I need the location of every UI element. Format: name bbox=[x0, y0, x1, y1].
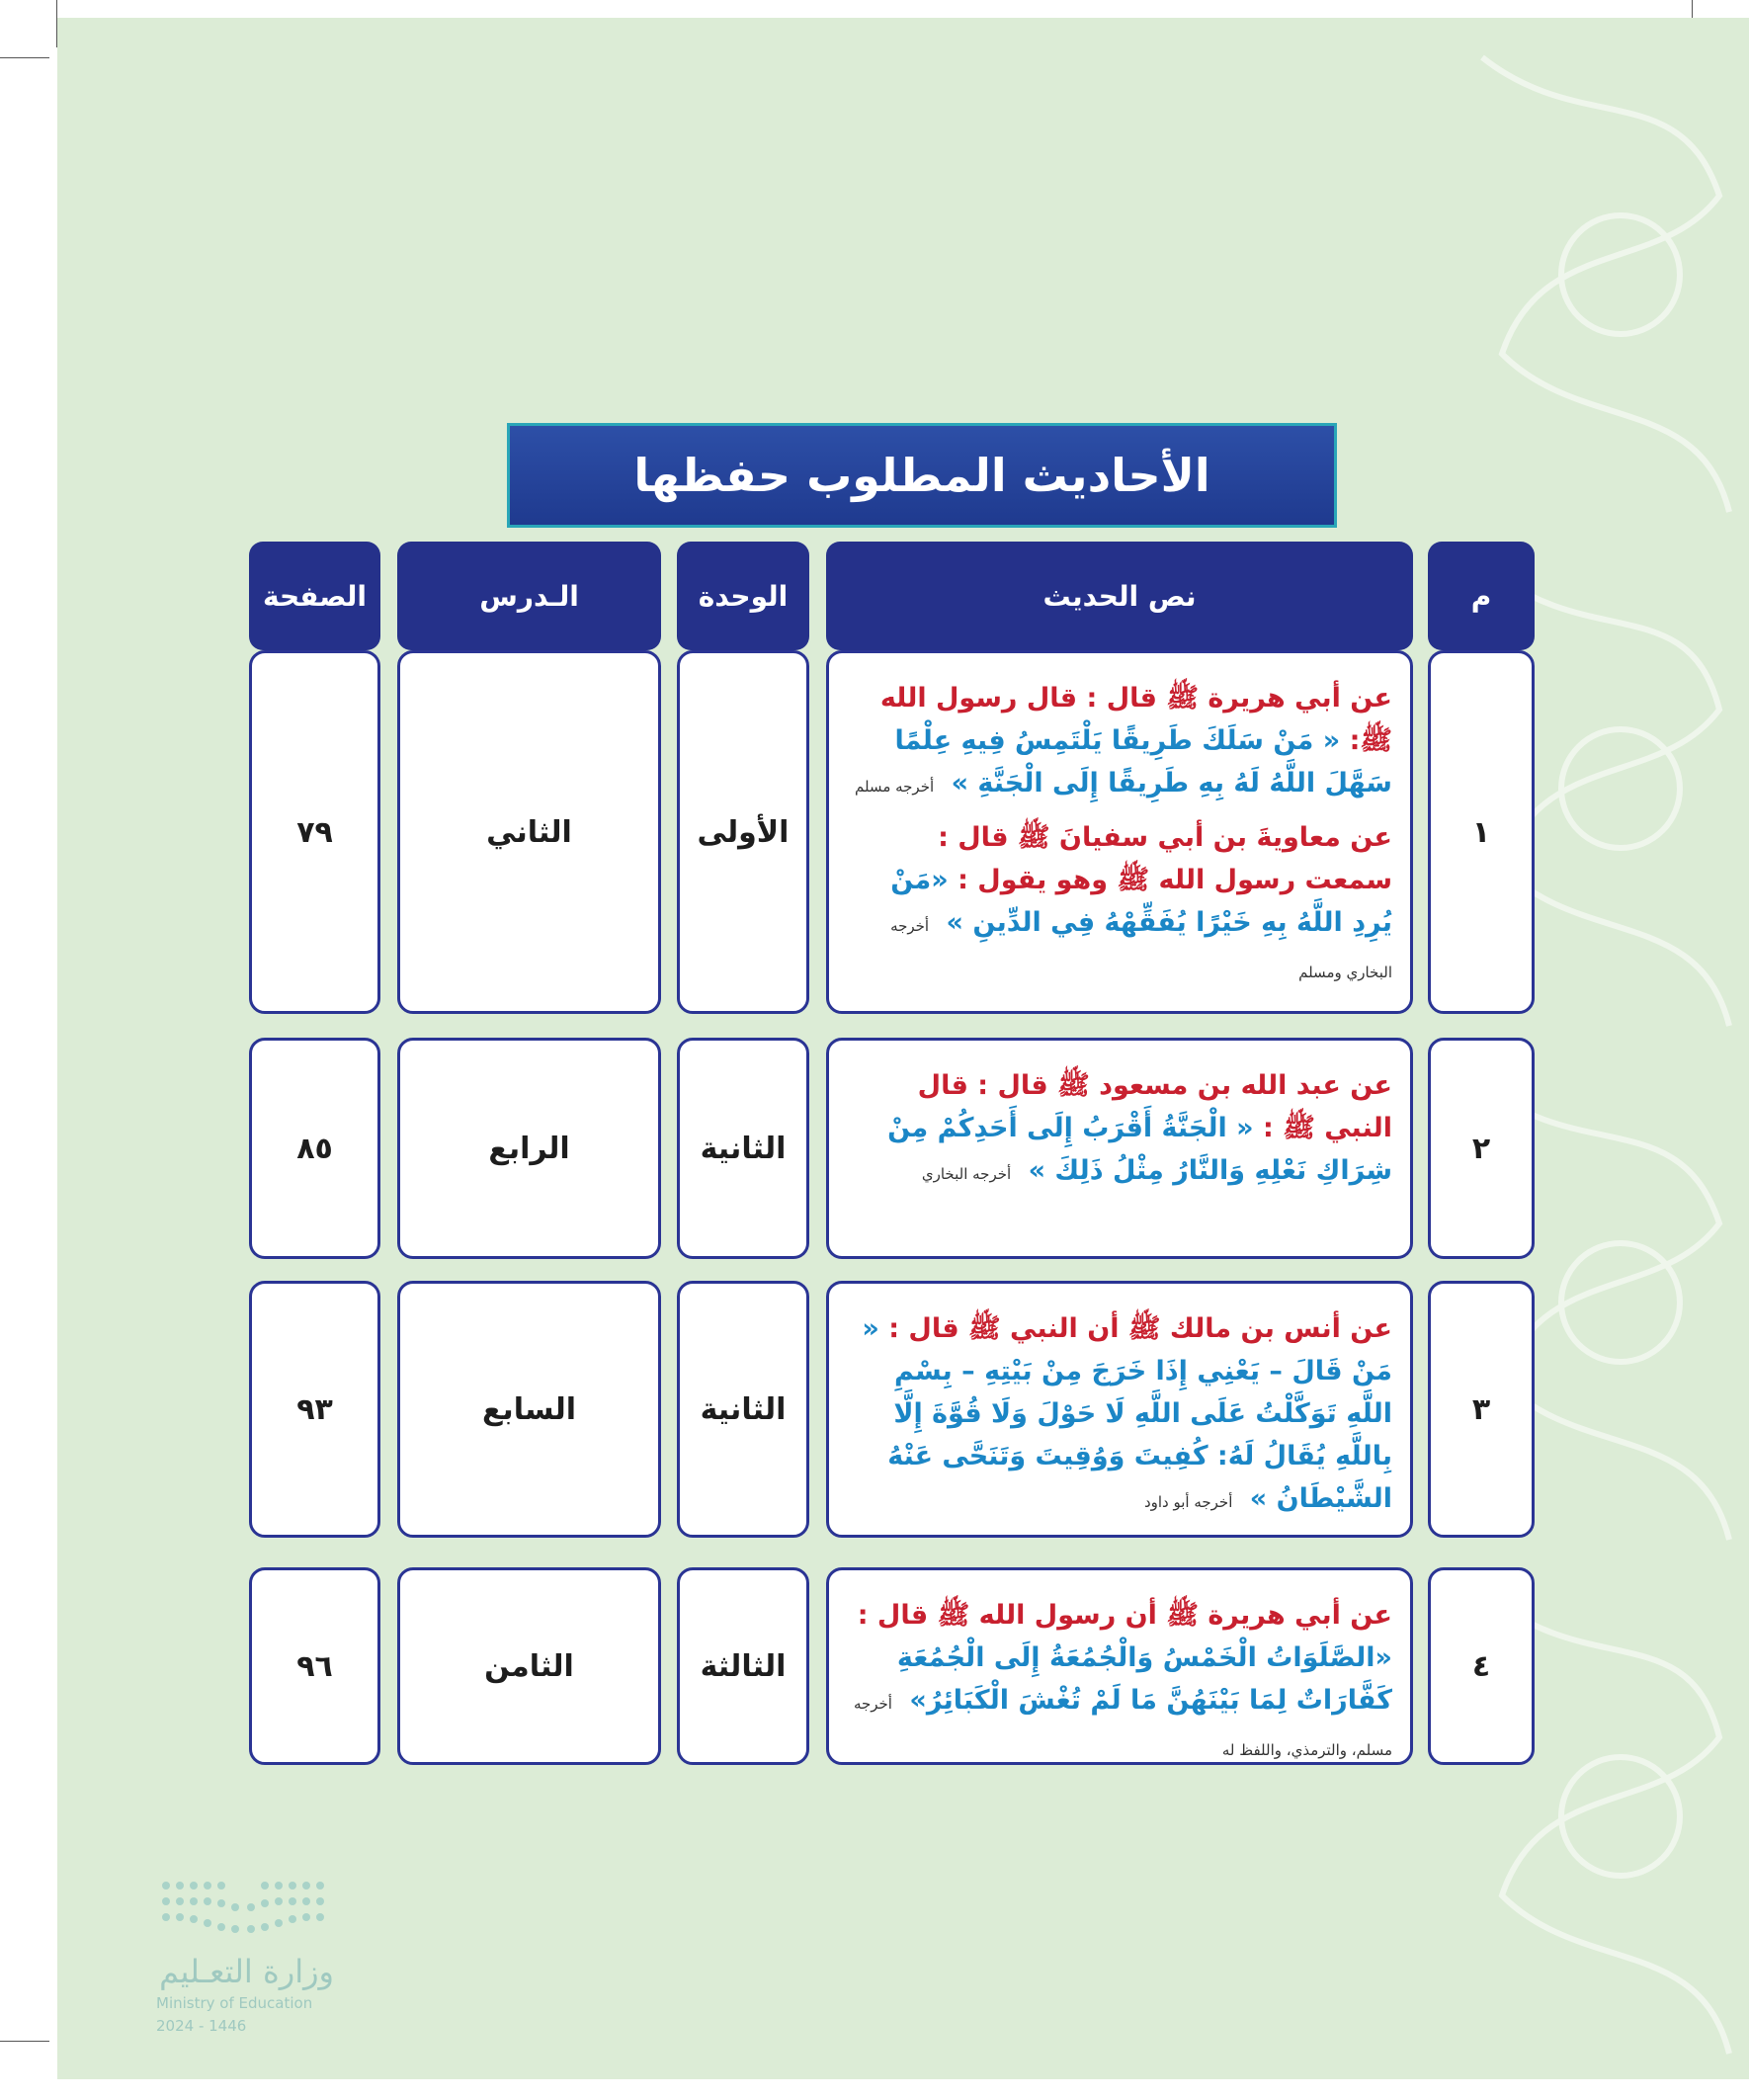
row4-unit: الثالثة bbox=[677, 1567, 809, 1765]
row3-hadith-1 bbox=[847, 1307, 1392, 1524]
row2-number: ٢ bbox=[1428, 1038, 1535, 1259]
header-lesson: الـدرس bbox=[397, 542, 661, 650]
ministry-dots-icon bbox=[156, 1876, 334, 1945]
row1-number: ١ bbox=[1428, 650, 1535, 1014]
crop-mark bbox=[0, 57, 49, 58]
row1-hadith-1-text: « مَنْ سَلَكَ طَرِيقًا يَلْتَمِسُ فِيهِ عِلْمًا سَهَّلَ اللَّهُ لَهُ بِهِ طَرِيقًا إِلَى الْجَنَّةِ » bbox=[894, 725, 1392, 798]
row3-hadith-1-text: « مَنْ قَالَ – يَعْنِي إِذَا خَرَجَ مِنْ بَيْتِهِ – بِسْمِ اللَّهِ تَوَكَّلْتُ عَلَى اللَّهِ لَا حَوْلَ وَلَا قُوَّةَ إِلَّا بِاللَّهِ يُقَالُ لَهُ: كُفِيتَ وَوُقِيتَ وَتَنَحَّى عَنْهُ الشَّيْطَانُ » bbox=[862, 1313, 1392, 1514]
row1-unit: الأولى bbox=[677, 650, 809, 1014]
row3-page: ٩٣ bbox=[249, 1281, 380, 1538]
row3-unit: الثانية bbox=[677, 1281, 809, 1538]
row2-hadith-1-text: « الْجَنَّةُ أَقْرَبُ إِلَى أَحَدِكُمْ مِنْ شِرَاكِ نَعْلِهِ وَالنَّارُ مِثْلُ ذَلِكَ » bbox=[887, 1113, 1392, 1186]
row1-page: ٧٩ bbox=[249, 650, 380, 1014]
row1-hadith-1 bbox=[847, 677, 1392, 808]
page-background bbox=[57, 18, 1749, 2079]
row1-lesson: الثاني bbox=[397, 650, 661, 1014]
row4-lesson: الثامن bbox=[397, 1567, 661, 1765]
row1-hadith-1-intro: عن أبي هريرة ﷺ قال : قال رسول الله ﷺ: bbox=[879, 683, 1392, 756]
row1-hadith-1-source: أخرجه مسلم bbox=[854, 778, 935, 796]
row4-hadith bbox=[826, 1567, 1413, 1765]
row3-hadith-1-source: أخرجه أبو داود bbox=[1143, 1493, 1233, 1511]
row2-page: ٨٥ bbox=[249, 1038, 380, 1259]
header-unit: الوحدة bbox=[677, 542, 809, 650]
row4-number: ٤ bbox=[1428, 1567, 1535, 1765]
row3-hadith-1-intro: عن أنس بن مالك ﷺ أن النبي ﷺ قال : bbox=[888, 1313, 1392, 1344]
ministry-year: 2024 - 1446 bbox=[156, 2017, 247, 2035]
row4-hadith-1 bbox=[847, 1594, 1392, 1772]
ministry-name-english: Ministry of Education bbox=[156, 1994, 313, 2012]
row2-hadith-1-source: أخرجه البخاري bbox=[921, 1165, 1012, 1183]
ministry-name-arabic: وزارة التعـليم bbox=[159, 1953, 334, 1990]
row2-hadith-1-intro: عن عبد الله بن مسعود ﷺ قال : قال النبي ﷺ : bbox=[917, 1070, 1392, 1143]
row1-hadith-2-intro: عن معاويةَ بن أبي سفيانَ ﷺ قال : سمعت رسول الله ﷺ وهو يقول : bbox=[938, 822, 1392, 895]
row4-page: ٩٦ bbox=[249, 1567, 380, 1765]
row4-hadith-1-source: أخرجه مسلم، والترمذي، واللفظ له bbox=[853, 1695, 1392, 1759]
row3-hadith bbox=[826, 1281, 1413, 1538]
header-hadith: نص الحديث bbox=[826, 542, 1413, 650]
header-number: م bbox=[1428, 542, 1535, 650]
crop-mark bbox=[0, 2041, 49, 2042]
row2-hadith bbox=[826, 1038, 1413, 1259]
ministry-logo bbox=[156, 1876, 413, 2034]
row3-number: ٣ bbox=[1428, 1281, 1535, 1538]
row1-hadith-2 bbox=[847, 816, 1392, 994]
row1-hadith-2-text: «مَنْ يُرِدِ اللَّهُ بِهِ خَيْرًا يُفَقِّهْهُ فِي الدِّينِ » bbox=[890, 865, 1392, 938]
row2-lesson: الرابع bbox=[397, 1038, 661, 1259]
row2-hadith-1 bbox=[847, 1064, 1392, 1196]
row1-hadith bbox=[826, 650, 1413, 1014]
row1-hadith-2-source: أخرجه البخاري ومسلم bbox=[890, 917, 1392, 981]
page-title: الأحاديث المطلوب حفظها bbox=[507, 423, 1337, 528]
row4-hadith-1-text: «الصَّلَوَاتُ الْخَمْسُ وَالْجُمُعَةُ إِلَى الْجُمُعَةِ كَفَّارَاتٌ لِمَا بَيْنَهُنَّ مَا لَمْ تُغْشَ الْكَبَائِرُ» bbox=[896, 1642, 1392, 1716]
row2-unit: الثانية bbox=[677, 1038, 809, 1259]
row3-lesson: السابع bbox=[397, 1281, 661, 1538]
header-page: الصفحة bbox=[249, 542, 380, 650]
row4-hadith-1-intro: عن أبي هريرة ﷺ أن رسول الله ﷺ قال : bbox=[857, 1600, 1392, 1631]
